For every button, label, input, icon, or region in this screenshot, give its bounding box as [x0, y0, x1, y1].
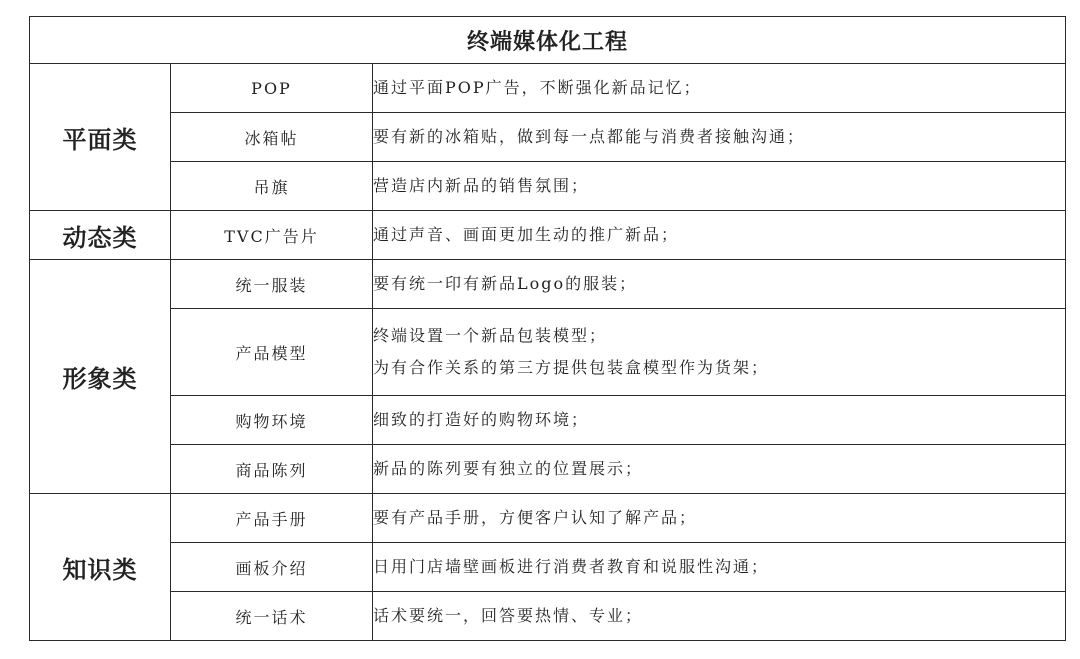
table-title: 终端媒体化工程 [30, 17, 1066, 64]
description-line: 细致的打造好的购物环境； [373, 410, 590, 429]
description-cell [373, 260, 1066, 309]
description-line: 通过平面POP广告，不断强化新品记忆； [373, 78, 702, 97]
table-row [30, 162, 1066, 211]
table-row [30, 64, 1066, 113]
item-cell: 画板介绍 [171, 543, 373, 592]
item-cell: 吊旗 [171, 162, 373, 211]
category-cell: 平面类 [30, 64, 171, 211]
item-cell: 商品陈列 [171, 445, 373, 494]
description-cell [373, 396, 1066, 445]
description-cell [373, 211, 1066, 260]
item-cell: 购物环境 [171, 396, 373, 445]
description-line: 要有统一印有新品Logo的服装； [373, 274, 638, 293]
item-cell: 产品手册 [171, 494, 373, 543]
media-engineering-table [29, 16, 1066, 641]
description-cell [373, 64, 1066, 113]
description-line: 新品的陈列要有独立的位置展示； [373, 459, 644, 478]
item-cell: TVC广告片 [171, 211, 373, 260]
table-row [30, 445, 1066, 494]
description-line: 营造店内新品的销售氛围； [373, 176, 590, 195]
item-cell: 冰箱帖 [171, 113, 373, 162]
item-cell: POP [171, 64, 373, 113]
category-cell: 形象类 [30, 260, 171, 494]
description-line: 要有产品手册，方便客户认知了解产品； [373, 508, 698, 527]
item-cell: 统一服装 [171, 260, 373, 309]
table-row [30, 260, 1066, 309]
table-row [30, 592, 1066, 641]
description-line: 日用门店墙壁画板进行消费者教育和说服性沟通； [373, 557, 770, 576]
table-row [30, 309, 1066, 396]
description-cell [373, 494, 1066, 543]
item-cell: 产品模型 [171, 309, 373, 396]
description-cell [373, 445, 1066, 494]
table-row [30, 211, 1066, 260]
description-cell [373, 592, 1066, 641]
description-line: 终端设置一个新品包装模型； [373, 326, 608, 345]
description-line: 为有合作关系的第三方提供包装盒模型作为货架； [373, 358, 770, 377]
description-cell [373, 543, 1066, 592]
description-line: 话术要统一，回答要热情、专业； [373, 606, 644, 625]
category-cell: 知识类 [30, 494, 171, 641]
table-row [30, 494, 1066, 543]
description-cell [373, 113, 1066, 162]
description-line: 要有新的冰箱贴，做到每一点都能与消费者接触沟通； [373, 127, 806, 146]
description-cell [373, 309, 1066, 396]
description-line: 通过声音、画面更加生动的推广新品； [373, 225, 680, 244]
table-row [30, 113, 1066, 162]
category-cell: 动态类 [30, 211, 171, 260]
description-cell [373, 162, 1066, 211]
table-row [30, 396, 1066, 445]
item-cell: 统一话术 [171, 592, 373, 641]
table-row [30, 543, 1066, 592]
